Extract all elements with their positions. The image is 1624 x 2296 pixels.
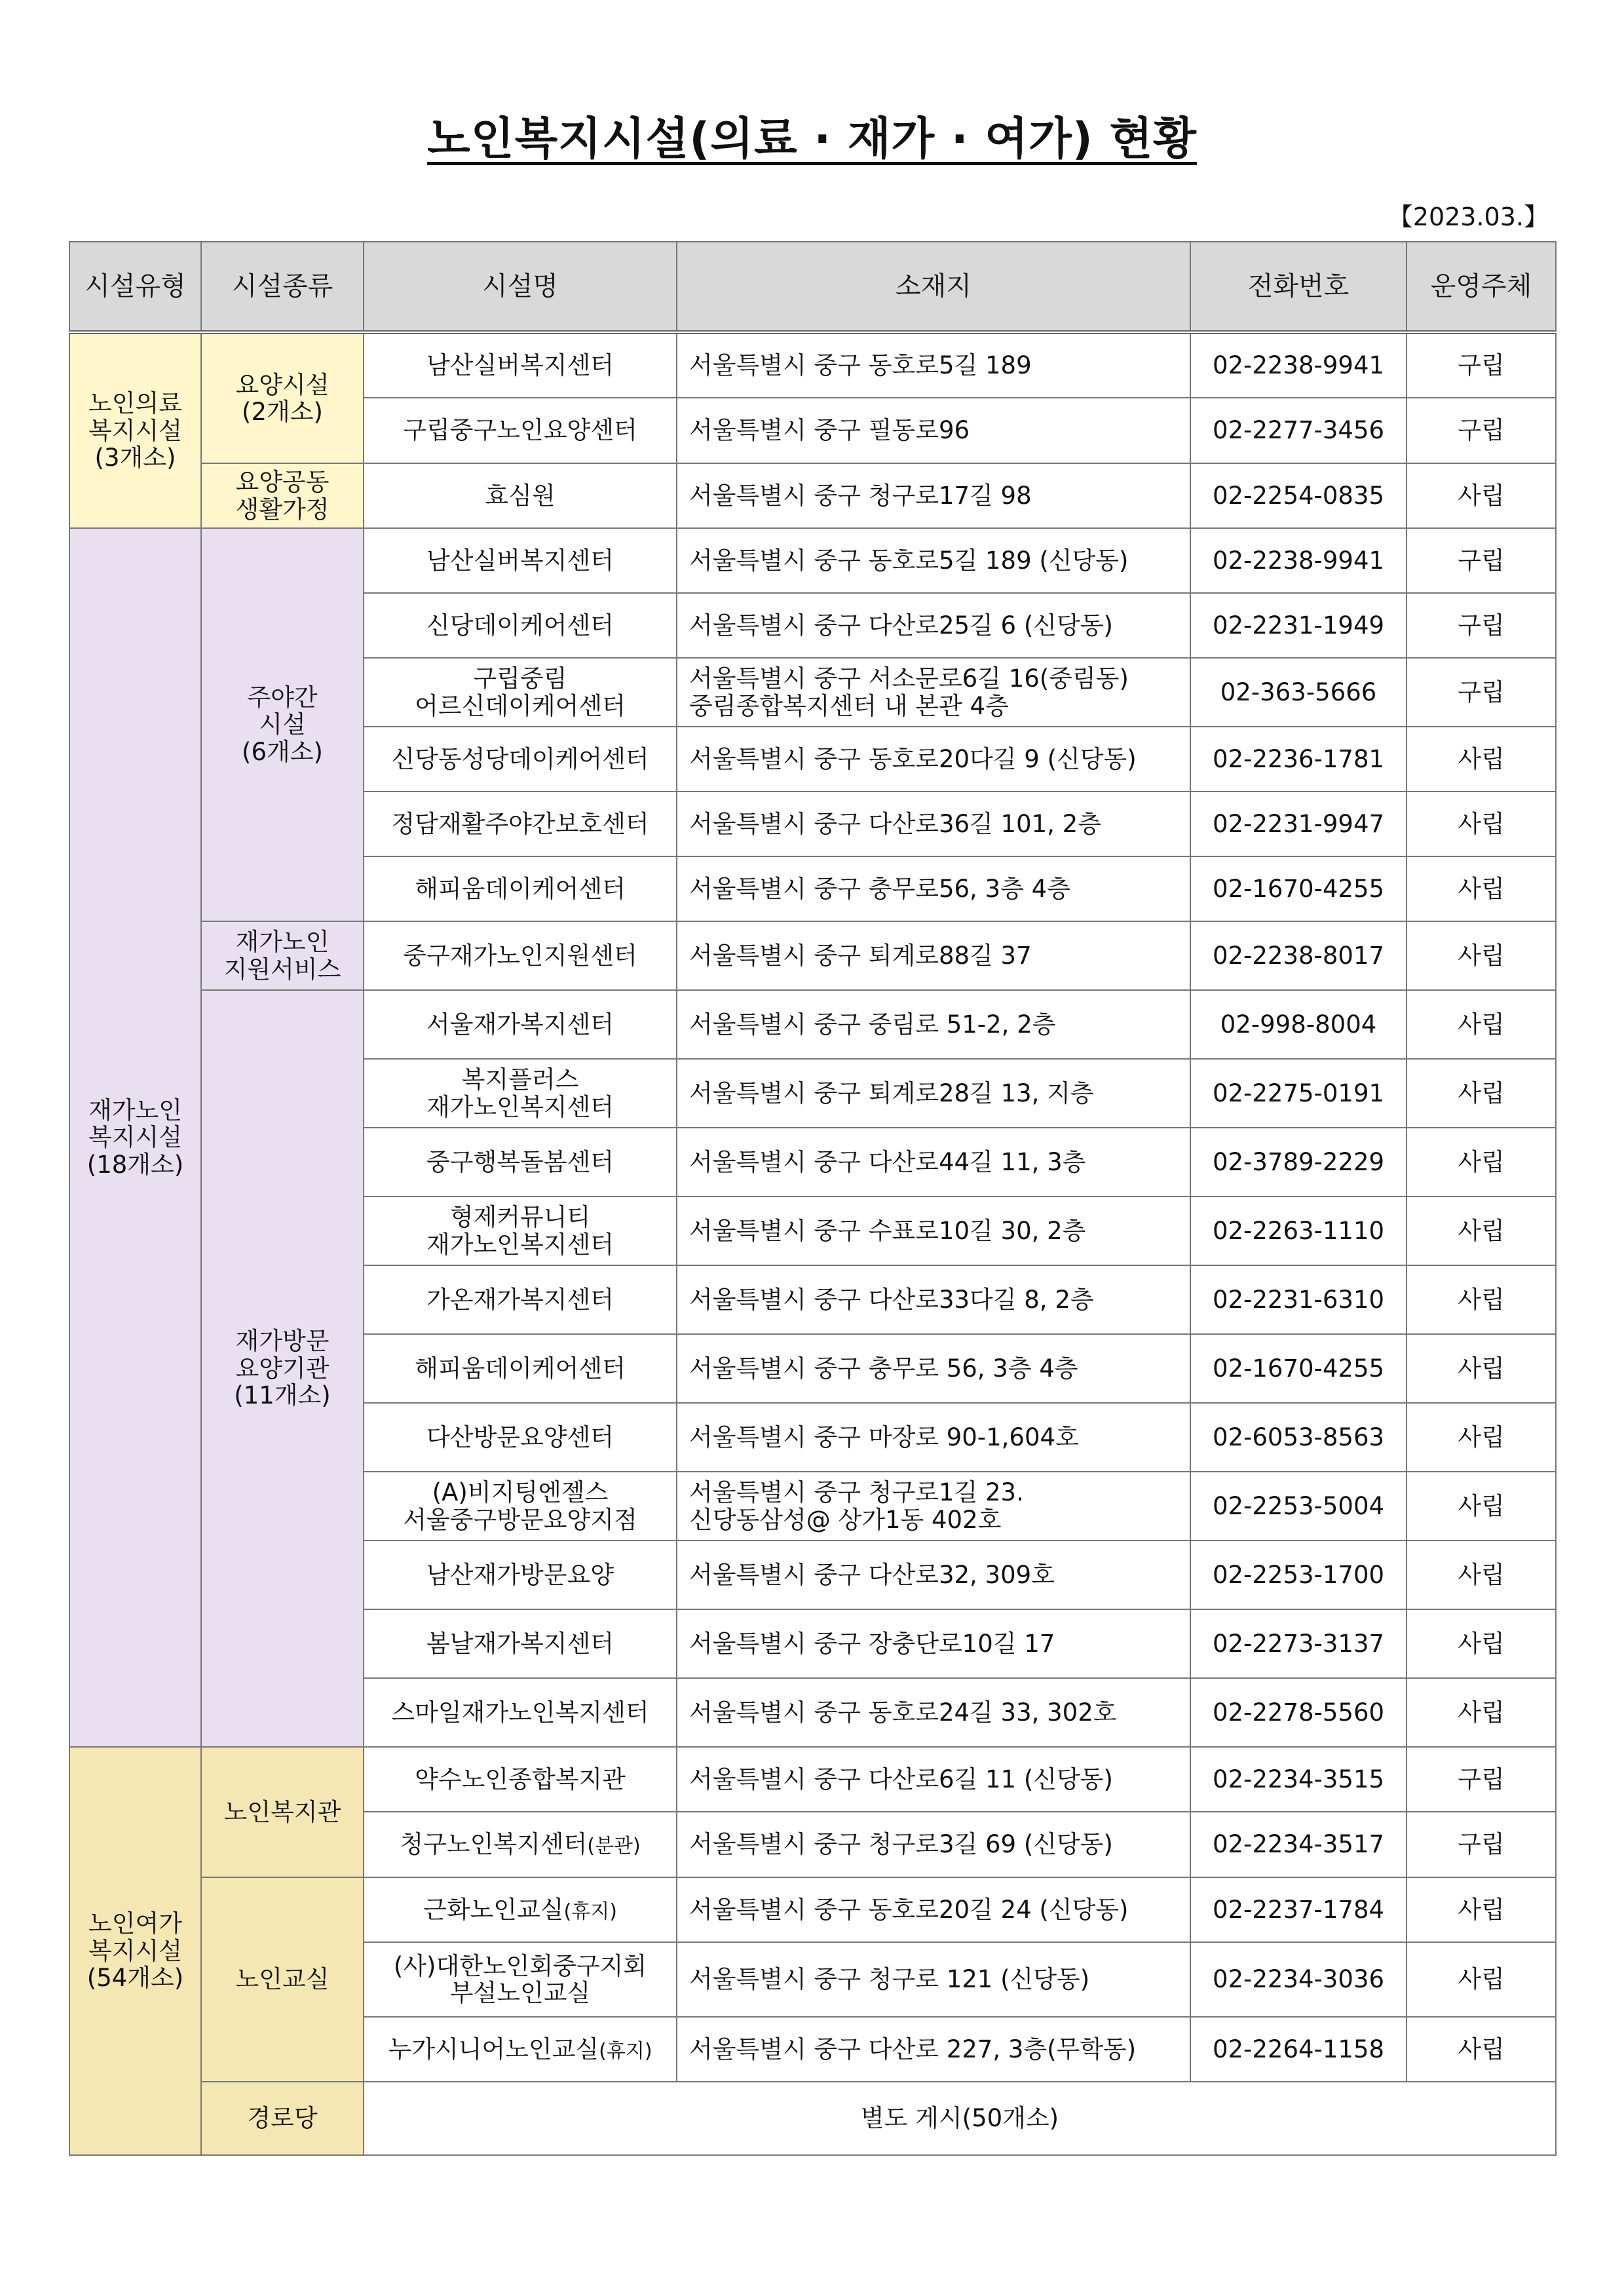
- facility-phone: 02-2231-9947: [1190, 792, 1407, 856]
- facility-phone: 02-2238-8017: [1190, 921, 1407, 990]
- facility-operator: 구립: [1407, 528, 1556, 593]
- header-operator: 운영주체: [1407, 242, 1556, 332]
- facility-phone: 02-2234-3036: [1190, 1942, 1407, 2017]
- facility-phone: 02-2253-1700: [1190, 1540, 1407, 1609]
- table-row: [69, 921, 1556, 990]
- facility-operator: 사립: [1407, 1403, 1556, 1472]
- facility-operator: 구립: [1407, 1747, 1556, 1812]
- facility-operator: 사립: [1407, 921, 1556, 990]
- facility-name: 구립중구노인요양센터: [364, 398, 677, 463]
- kind-home-support-service: 재가노인 지원서비스: [201, 921, 364, 990]
- facility-operator: 구립: [1407, 593, 1556, 658]
- header-facility-name: 시설명: [364, 242, 677, 332]
- facility-name: 복지플러스 재가노인복지센터: [364, 1059, 677, 1128]
- facility-name: 효심원: [364, 463, 677, 528]
- facility-operator: 사립: [1407, 990, 1556, 1059]
- facility-name: 남산재가방문요양: [364, 1540, 677, 1609]
- facility-name-suffix: (분관): [587, 1835, 641, 1858]
- facility-address: 서울특별시 중구 다산로36길 101, 2층: [677, 792, 1190, 856]
- facility-phone: 02-2231-6310: [1190, 1265, 1407, 1334]
- facility-phone: 02-2238-9941: [1190, 528, 1407, 593]
- facility-name-suffix: (휴지): [563, 1900, 617, 1923]
- facility-table: [69, 241, 1557, 2156]
- facility-operator: 사립: [1407, 1128, 1556, 1196]
- facility-phone: 02-1670-4255: [1190, 856, 1407, 921]
- facility-name: 누가시니어노인교실(휴지): [364, 2017, 677, 2082]
- facility-address: 서울특별시 중구 충무로56, 3층 4층: [677, 856, 1190, 921]
- table-header-row: [69, 242, 1556, 332]
- facility-name: 해피움데이케어센터: [364, 856, 677, 921]
- facility-phone: 02-2275-0191: [1190, 1059, 1407, 1128]
- facility-address: 서울특별시 중구 마장로 90-1,604호: [677, 1403, 1190, 1472]
- facility-operator: 구립: [1407, 332, 1556, 398]
- facility-name: 중구행복돌봄센터: [364, 1128, 677, 1196]
- facility-phone: 02-2264-1158: [1190, 2017, 1407, 2082]
- kind-nursing-facility: 요양시설 (2개소): [201, 332, 364, 463]
- facility-address: 서울특별시 중구 장충단로10길 17: [677, 1609, 1190, 1678]
- facility-operator: 사립: [1407, 727, 1556, 792]
- kind-home-visit-care: 재가방문 요양기관 (11개소): [201, 990, 364, 1747]
- facility-address: 서울특별시 중구 청구로1길 23. 신당동삼성@ 상가1동 402호: [677, 1472, 1190, 1540]
- header-phone: 전화번호: [1190, 242, 1407, 332]
- facility-operator: 사립: [1407, 1472, 1556, 1540]
- facility-phone: 02-6053-8563: [1190, 1403, 1407, 1472]
- header-address: 소재지: [677, 242, 1190, 332]
- facility-phone: 02-2254-0835: [1190, 463, 1407, 528]
- group-type-medical: 노인의료 복지시설 (3개소): [69, 332, 201, 528]
- facility-address: 서울특별시 중구 다산로32, 309호: [677, 1540, 1190, 1609]
- facility-address: 서울특별시 중구 충무로 56, 3층 4층: [677, 1334, 1190, 1403]
- facility-name: 가온재가복지센터: [364, 1265, 677, 1334]
- facility-phone: 02-2237-1784: [1190, 1877, 1407, 1942]
- facility-phone: 02-2234-3517: [1190, 1812, 1407, 1877]
- facility-operator: 사립: [1407, 1877, 1556, 1942]
- table-row: [69, 528, 1556, 593]
- facility-operator: 사립: [1407, 1196, 1556, 1265]
- facility-operator: 사립: [1407, 463, 1556, 528]
- facility-phone: 02-2234-3515: [1190, 1747, 1407, 1812]
- facility-operator: 구립: [1407, 658, 1556, 727]
- table-row: [69, 2082, 1556, 2155]
- facility-name: 서울재가복지센터: [364, 990, 677, 1059]
- facility-phone: 02-2253-5004: [1190, 1472, 1407, 1540]
- facility-operator: 사립: [1407, 1540, 1556, 1609]
- facility-address: 서울특별시 중구 다산로 227, 3층(무학동): [677, 2017, 1190, 2082]
- facility-address: 서울특별시 중구 다산로44길 11, 3층: [677, 1128, 1190, 1196]
- facility-name: 남산실버복지센터: [364, 528, 677, 593]
- facility-address: 서울특별시 중구 동호로24길 33, 302호: [677, 1678, 1190, 1747]
- facility-operator: 사립: [1407, 1265, 1556, 1334]
- page-title: 노인복지시설(의료 · 재가 · 여가) 현황: [427, 113, 1197, 165]
- facility-address: 서울특별시 중구 다산로25길 6 (신당동): [677, 593, 1190, 658]
- kind-senior-welfare-center: 노인복지관: [201, 1747, 364, 1877]
- facility-phone: 02-2278-5560: [1190, 1678, 1407, 1747]
- facility-address: 서울특별시 중구 동호로5길 189 (신당동): [677, 528, 1190, 593]
- facility-operator: 사립: [1407, 1059, 1556, 1128]
- facility-name: 남산실버복지센터: [364, 332, 677, 398]
- facility-name: (A)비지팅엔젤스 서울중구방문요양지점: [364, 1472, 677, 1540]
- table-row: [69, 1747, 1556, 1812]
- facility-phone: 02-2273-3137: [1190, 1609, 1407, 1678]
- facility-phone: 02-363-5666: [1190, 658, 1407, 727]
- facility-phone: 02-1670-4255: [1190, 1334, 1407, 1403]
- facility-name: 다산방문요양센터: [364, 1403, 677, 1472]
- facility-phone: 02-2263-1110: [1190, 1196, 1407, 1265]
- table-row: [69, 463, 1556, 528]
- facility-address: 서울특별시 중구 다산로6길 11 (신당동): [677, 1747, 1190, 1812]
- facility-operator: 사립: [1407, 856, 1556, 921]
- facility-name: (사)대한노인회중구지회 부설노인교실: [364, 1942, 677, 2017]
- facility-phone: 02-998-8004: [1190, 990, 1407, 1059]
- facility-address: 서울특별시 중구 필동로96: [677, 398, 1190, 463]
- facility-name: 약수노인종합복지관: [364, 1747, 677, 1812]
- facility-phone: 02-3789-2229: [1190, 1128, 1407, 1196]
- table-row: [69, 332, 1556, 398]
- facility-phone: 02-2277-3456: [1190, 398, 1407, 463]
- header-facility-kind: 시설종류: [201, 242, 364, 332]
- facility-address: 서울특별시 중구 중림로 51-2, 2층: [677, 990, 1190, 1059]
- senior-hall-note: 별도 게시(50개소): [364, 2082, 1556, 2155]
- facility-phone: 02-2231-1949: [1190, 593, 1407, 658]
- facility-operator: 사립: [1407, 2017, 1556, 2082]
- group-type-leisure: 노인여가 복지시설 (54개소): [69, 1747, 201, 2155]
- facility-address: 서울특별시 중구 청구로3길 69 (신당동): [677, 1812, 1190, 1877]
- header-facility-type: 시설유형: [69, 242, 201, 332]
- facility-address: 서울특별시 중구 다산로33다길 8, 2층: [677, 1265, 1190, 1334]
- facility-operator: 구립: [1407, 1812, 1556, 1877]
- table-row: [69, 990, 1556, 1059]
- facility-address: 서울특별시 중구 청구로 121 (신당동): [677, 1942, 1190, 2017]
- facility-name: 신당데이케어센터: [364, 593, 677, 658]
- facility-name: 신당동성당데이케어센터: [364, 727, 677, 792]
- facility-address: 서울특별시 중구 동호로20길 24 (신당동): [677, 1877, 1190, 1942]
- facility-address: 서울특별시 중구 동호로5길 189: [677, 332, 1190, 398]
- facility-name: 스마일재가노인복지센터: [364, 1678, 677, 1747]
- kind-senior-hall: 경로당: [201, 2082, 364, 2155]
- facility-name: 봄날재가복지센터: [364, 1609, 677, 1678]
- facility-operator: 구립: [1407, 398, 1556, 463]
- kind-group-home: 요양공동 생활가정: [201, 463, 364, 528]
- facility-name: 중구재가노인지원센터: [364, 921, 677, 990]
- kind-senior-class: 노인교실: [201, 1877, 364, 2082]
- facility-operator: 사립: [1407, 1678, 1556, 1747]
- facility-address: 서울특별시 중구 서소문로6길 16(중림동) 중림종합복지센터 내 본관 4층: [677, 658, 1190, 727]
- facility-operator: 사립: [1407, 1942, 1556, 2017]
- table-row: [69, 1877, 1556, 1942]
- facility-name-suffix: (휴지): [599, 2039, 652, 2063]
- facility-operator: 사립: [1407, 792, 1556, 856]
- facility-address: 서울특별시 중구 수표로10길 30, 2층: [677, 1196, 1190, 1265]
- facility-name: 해피움데이케어센터: [364, 1334, 677, 1403]
- document-date: 【2023.03.】: [1388, 202, 1549, 231]
- facility-name: 형제커뮤니티 재가노인복지센터: [364, 1196, 677, 1265]
- facility-address: 서울특별시 중구 청구로17길 98: [677, 463, 1190, 528]
- facility-operator: 사립: [1407, 1609, 1556, 1678]
- facility-phone: 02-2238-9941: [1190, 332, 1407, 398]
- facility-address: 서울특별시 중구 동호로20다길 9 (신당동): [677, 727, 1190, 792]
- facility-phone: 02-2236-1781: [1190, 727, 1407, 792]
- facility-address: 서울특별시 중구 퇴계로88길 37: [677, 921, 1190, 990]
- facility-name: 근화노인교실(휴지): [364, 1877, 677, 1942]
- facility-name: 구립중림 어르신데이케어센터: [364, 658, 677, 727]
- facility-operator: 사립: [1407, 1334, 1556, 1403]
- facility-name: 청구노인복지센터(분관): [364, 1812, 677, 1877]
- facility-address: 서울특별시 중구 퇴계로28길 13, 지층: [677, 1059, 1190, 1128]
- group-type-home-care: 재가노인 복지시설 (18개소): [69, 528, 201, 1747]
- facility-name: 정담재활주야간보호센터: [364, 792, 677, 856]
- kind-day-night-care: 주야간 시설 (6개소): [201, 528, 364, 921]
